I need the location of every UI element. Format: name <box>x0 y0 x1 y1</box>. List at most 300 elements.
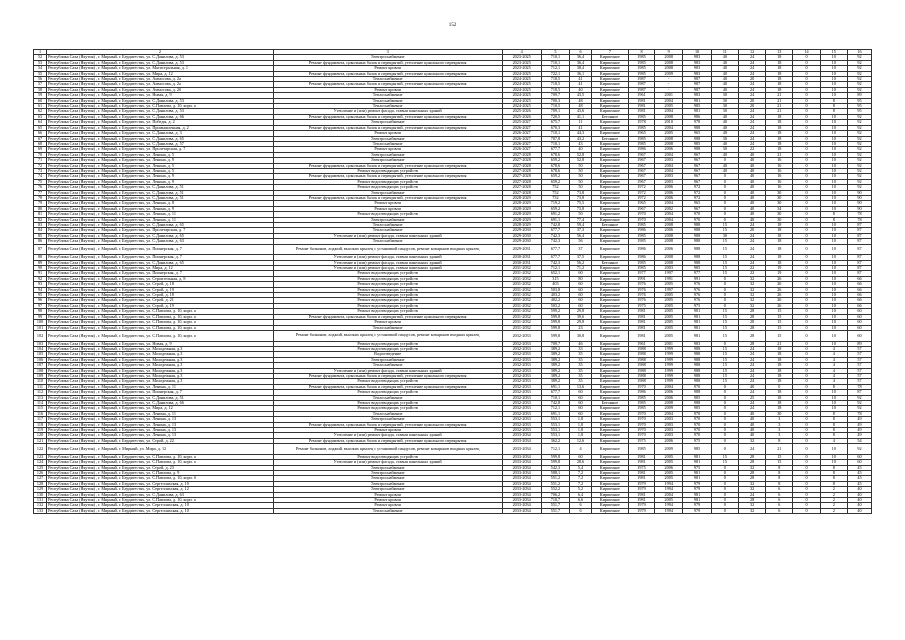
table-cell: 60 <box>847 330 871 341</box>
table-cell: 57 <box>847 368 871 373</box>
table-cell: 3 <box>766 428 793 433</box>
table-cell: 8 <box>820 476 847 481</box>
table-cell: 10 <box>820 244 847 255</box>
table-cell: 2032-2033 <box>502 379 541 384</box>
work-type-cell: Ремонт водоотводящих устройств <box>273 303 502 308</box>
table-cell: 1988 <box>628 346 654 351</box>
table-cell: 40 <box>847 498 871 503</box>
table-cell: 2029-2031 <box>502 244 541 255</box>
table-cell: 2005 <box>655 131 683 136</box>
table-cell: 0 <box>793 508 820 513</box>
table-cell: Кирпичное <box>591 282 628 287</box>
table-cell: 0 <box>793 454 820 459</box>
table-cell: 972 <box>683 185 711 190</box>
table-cell: 24 <box>738 60 765 65</box>
work-type-cell: Ремонт кровли <box>273 503 502 508</box>
table-cell: 24 <box>738 255 765 260</box>
table-cell: 33 <box>570 346 592 351</box>
table-cell: 22 <box>738 271 765 276</box>
table-cell: 2008 <box>655 260 683 265</box>
work-type-cell: Ремонт кровли <box>273 87 502 92</box>
table-cell: 8 <box>766 471 793 476</box>
header-cell: 6 <box>570 50 592 55</box>
table-cell: 2006 <box>655 228 683 233</box>
table-cell: 100 <box>34 320 47 325</box>
table-cell: 2009 <box>655 444 683 455</box>
table-cell: 2001 <box>655 341 683 346</box>
table-cell: 10 <box>820 190 847 195</box>
table-cell: 46 <box>570 341 592 346</box>
table-cell: 2028-2029 <box>502 223 541 228</box>
table-cell: 92 <box>847 55 871 60</box>
table-cell: 41 <box>570 82 592 87</box>
table-cell: 1961 <box>628 93 654 98</box>
work-type-cell: Электроснабжение <box>273 471 502 476</box>
table-cell: 1,8 <box>570 428 592 433</box>
table-cell: 28 <box>738 460 765 465</box>
table-cell: 10 <box>820 55 847 60</box>
table-cell: 50 <box>570 168 592 173</box>
table-cell: Кирпичное <box>591 239 628 244</box>
address-cell: Республика Саха (Якутия) , г. Мирный, г. Бердигестях, ул. Ленина, д. 9 <box>47 158 274 163</box>
table-cell: 2003 <box>655 422 683 427</box>
table-cell: 12,6 <box>570 438 592 443</box>
table-cell: 78 <box>847 384 871 389</box>
table-cell: 8 <box>820 212 847 217</box>
table-cell: 2006 <box>655 185 683 190</box>
table-cell: 1967 <box>628 206 654 211</box>
header-cell: 7 <box>591 50 628 55</box>
table-cell: 0 <box>793 60 820 65</box>
table-cell: 4 <box>820 363 847 368</box>
table-cell: 6,6 <box>570 498 592 503</box>
table-cell: 967 <box>683 174 711 179</box>
address-cell: Республика Саха (Якутия) , г. Мирный, г. Бердигестях, ул. С.Данилова, д. 65 <box>47 223 274 228</box>
table-cell: 0 <box>793 379 820 384</box>
table-cell: 652,1 <box>541 271 569 276</box>
table-cell: 32 <box>738 481 765 486</box>
table-cell: 551,7 <box>541 508 569 513</box>
table-cell: 970 <box>683 212 711 217</box>
table-cell: 2008 <box>655 141 683 146</box>
work-type-cell: Ремонт водоотводящих устройств <box>273 282 502 287</box>
table-cell: 975 <box>683 438 711 443</box>
table-cell: 87 <box>847 266 871 271</box>
table-cell: 2003 <box>655 174 683 179</box>
table-cell: 1986 <box>628 244 654 255</box>
address-cell: Республика Саха (Якутия) , г. Мирный, г. Бердигестях, ул. Молодежная, д.3 <box>47 346 274 351</box>
table-cell: 710,1 <box>541 141 569 146</box>
table-cell: 21 <box>766 109 793 114</box>
table-cell: 2029-2030 <box>502 228 541 233</box>
table-cell: 40 <box>711 82 738 87</box>
table-cell: 87 <box>847 228 871 233</box>
header-cell: 13 <box>766 50 793 55</box>
address-cell: Республика Саха (Якутия) , г. Мирный, г. Бердигестях, ул. Пролетарская, д. 7 <box>47 147 274 152</box>
table-cell: 675,7 <box>541 120 569 125</box>
table-cell: 1967 <box>628 174 654 179</box>
table-cell: 2027-2028 <box>502 179 541 184</box>
table-cell: 49 <box>847 422 871 427</box>
table-cell: 0 <box>711 201 738 206</box>
table-cell: 0 <box>793 492 820 497</box>
work-type-cell: Электроснабжение <box>273 217 502 222</box>
table-cell: 0 <box>793 109 820 114</box>
table-cell: 59,4 <box>570 223 592 228</box>
table-cell: 719,2 <box>541 201 569 206</box>
table-cell: 24 <box>738 233 765 238</box>
table-cell: 87 <box>847 239 871 244</box>
table-cell: Кирпичное <box>591 346 628 351</box>
table-cell: 2032-2033 <box>502 395 541 400</box>
table-cell: 2024-2025 <box>502 104 541 109</box>
table-cell: 0 <box>793 503 820 508</box>
table-cell: 2003 <box>655 433 683 438</box>
table-cell: 2024-2025 <box>502 93 541 98</box>
table-cell: 24 <box>738 82 765 87</box>
table-cell: 40 <box>711 131 738 136</box>
table-cell: 10 <box>820 454 847 459</box>
table-cell: 0 <box>793 55 820 60</box>
table-cell: 2031-2032 <box>502 282 541 287</box>
table-cell: 965 <box>683 131 711 136</box>
table-cell: 2031-2032 <box>502 309 541 314</box>
table-cell: 659,2 <box>541 206 569 211</box>
table-cell: 18 <box>766 373 793 378</box>
table-cell: 2027-2028 <box>502 158 541 163</box>
table-cell: 553,1 <box>541 422 569 427</box>
table-cell: 24 <box>738 373 765 378</box>
table-cell: 599,8 <box>541 460 569 465</box>
table-cell: 90 <box>34 266 47 271</box>
table-cell: 0 <box>793 266 820 271</box>
table-cell: 41 <box>570 125 592 130</box>
table-cell: 4 <box>570 444 592 455</box>
table-cell: 0 <box>766 384 793 389</box>
table-cell: 66 <box>847 287 871 292</box>
table-cell: 599,8 <box>541 454 569 459</box>
table-cell: 7,2 <box>570 471 592 476</box>
table-cell: 1970 <box>628 384 654 389</box>
table-cell: 66 <box>847 293 871 298</box>
table-cell: 21 <box>766 444 793 455</box>
table-cell: 15 <box>711 325 738 330</box>
table-cell: 0 <box>793 223 820 228</box>
table-cell: 1981 <box>628 314 654 319</box>
table-cell: 87 <box>847 244 871 255</box>
address-cell: Республика Саха (Якутия) , г. Мирный, г. Бердигестях, ул. С.Павлова, д. 10, корп. а <box>47 309 274 314</box>
table-cell: 2024-2025 <box>502 77 541 82</box>
address-cell: Республика Саха (Якутия) , г. Мирный, г. Бердигестях, ул. С.Данилова, д. 63 <box>47 239 274 244</box>
table-cell: 18 <box>766 406 793 411</box>
table-cell: 32 <box>738 503 765 508</box>
table-cell: 30 <box>766 212 793 217</box>
header-cell: 5 <box>541 50 569 55</box>
table-cell: 2030-2031 <box>502 260 541 265</box>
table-cell: 1985 <box>628 114 654 119</box>
table-cell: 1991 <box>655 276 683 281</box>
table-cell: 45 <box>847 465 871 470</box>
table-cell: 28 <box>738 471 765 476</box>
table-cell: 8 <box>820 411 847 416</box>
table-cell: 8 <box>766 476 793 481</box>
address-cell: Республика Саха (Якутия) , г. Мирный, г. Бердигестях, ул. Пионерская, д. 7 <box>47 255 274 260</box>
table-cell: 35 <box>570 373 592 378</box>
table-cell: 2026-2027 <box>502 141 541 146</box>
table-cell: Кирпичное <box>591 352 628 357</box>
table-cell: 30 <box>711 109 738 114</box>
table-cell: 2033-2034 <box>502 471 541 476</box>
table-cell: 10 <box>820 201 847 206</box>
table-cell: Кирпичное <box>591 276 628 281</box>
table-cell: 40 <box>738 158 765 163</box>
work-type-cell: Утепление и (или) ремонт фасада, ставни панельных зданий <box>273 233 502 238</box>
table-cell: 6 <box>766 487 793 492</box>
table-cell: 0 <box>711 341 738 346</box>
table-cell: 2004 <box>655 201 683 206</box>
table-cell: 985 <box>683 406 711 411</box>
table-cell: 40 <box>738 217 765 222</box>
table-cell: - <box>655 77 683 82</box>
table-cell: 2005 <box>655 498 683 503</box>
address-cell: Республика Саха (Якутия) , г. Мирный, г. Бердигестях, ул. С.Данилова, д. 63 <box>47 492 274 497</box>
address-cell: Республика Саха (Якутия) , г. Мирный, г. Бердигестях, ул. Ленина, д. 11 <box>47 217 274 222</box>
table-cell: 1,8 <box>570 417 592 422</box>
table-cell: 40 <box>711 163 738 168</box>
work-type-cell: Утепление и (или) ремонт фасада, ставни панельных зданий <box>273 255 502 260</box>
table-cell: 60 <box>847 454 871 459</box>
table-cell: 970 <box>683 217 711 222</box>
table-cell: 8 <box>766 438 793 443</box>
table-cell: 1970 <box>628 422 654 427</box>
table-cell: 40 <box>738 174 765 179</box>
table-cell: 1975 <box>628 438 654 443</box>
table-cell: 129 <box>34 487 47 492</box>
work-type-cell: Ремонт кровли <box>273 492 502 497</box>
address-cell: Республика Саха (Якутия) , г. Мирный, г. Бердигестях, ул. Ленина, д. 13 <box>47 428 274 433</box>
table-cell: 552,2 <box>541 487 569 492</box>
table-cell: 710,1 <box>541 55 569 60</box>
table-cell: 2033-2034 <box>502 460 541 465</box>
table-cell: 87 <box>847 260 871 265</box>
table-cell: 0 <box>793 114 820 119</box>
work-type-cell: Ремонт водоотводящих устройств <box>273 400 502 405</box>
address-cell: Республика Саха (Якутия) , г. Мирный, г. Бердигестях, ул. Ленина, д. 13 <box>47 422 274 427</box>
table-cell: 1981 <box>628 498 654 503</box>
table-cell: 30 <box>766 411 793 416</box>
address-cell: Республика Саха (Якутия) , г. Мирный, г. Бердигестях, ул. С.Данилова, д. 3 <box>47 131 274 136</box>
table-cell: 32 <box>738 465 765 470</box>
table-cell: 0 <box>793 136 820 141</box>
table-cell: 61 <box>34 104 47 109</box>
table-cell: Кирпичное <box>591 266 628 271</box>
table-cell: 35 <box>570 379 592 384</box>
table-cell: 1985 <box>628 71 654 76</box>
address-cell: Республика Саха (Якутия) , г. Мирный, г. Бердигестях, ул. С.Данилова, д. 65 <box>47 136 274 141</box>
table-cell: 1979 <box>628 481 654 486</box>
work-type-cell: Ремонт кровли <box>273 428 502 433</box>
table-cell: 2032-2033 <box>502 406 541 411</box>
table-cell: 103 <box>34 341 47 346</box>
table-cell: 2003 <box>655 428 683 433</box>
table-cell: 10 <box>820 82 847 87</box>
table-cell: 1979 <box>628 503 654 508</box>
table-cell: 983 <box>683 93 711 98</box>
table-cell: 0 <box>711 444 738 455</box>
table-cell: 40 <box>711 120 738 125</box>
table-cell: 677,7 <box>541 228 569 233</box>
table-cell: 2008 <box>655 60 683 65</box>
table-cell: 30 <box>766 195 793 200</box>
header-cell: 10 <box>683 50 711 55</box>
work-type-cell: Утепление и (или) ремонт фасада, ставни панельных зданий <box>273 433 502 438</box>
table-cell: 1985 <box>628 239 654 244</box>
table-cell: 60 <box>570 298 592 303</box>
table-cell: 2003 <box>655 266 683 271</box>
table-cell: 45 <box>847 481 871 486</box>
work-type-cell: Ремонт водоотводящих устройств <box>273 276 502 281</box>
table-cell: 981 <box>683 320 711 325</box>
table-cell: 119 <box>34 428 47 433</box>
table-cell: 2030-2031 <box>502 255 541 260</box>
address-cell: Республика Саха (Якутия) , г. Мирный, г. Бердигестях, ул. Строй, д. 19 <box>47 287 274 292</box>
table-cell: 18 <box>766 223 793 228</box>
table-cell: 130 <box>34 492 47 497</box>
table-cell: - <box>655 87 683 92</box>
work-type-cell: Ремонт водоотводящих устройств <box>273 179 502 184</box>
table-cell: 0 <box>793 411 820 416</box>
table-cell: 1970 <box>628 433 654 438</box>
table-cell: 551,2 <box>541 481 569 486</box>
work-type-cell: Ремонт водоотводящих устройств <box>273 293 502 298</box>
table-cell: 30 <box>711 136 738 141</box>
table-cell: Кирпичное <box>591 298 628 303</box>
table-cell: Кирпичное <box>591 357 628 362</box>
table-cell: 718,5 <box>541 82 569 87</box>
table-cell: 92 <box>847 120 871 125</box>
table-cell: 43 <box>570 141 592 146</box>
table-cell: 4 <box>820 346 847 351</box>
table-cell: 87 <box>847 271 871 276</box>
work-type-cell: Теплоснабжение <box>273 239 502 244</box>
table-cell: Кирпичное <box>591 330 628 341</box>
table-cell: Кирпичное <box>591 212 628 217</box>
table-cell: 72 <box>34 163 47 168</box>
table-cell: 21 <box>766 93 793 98</box>
table-cell: 1999 <box>655 357 683 362</box>
table-cell: 24 <box>738 66 765 71</box>
table-cell: 976 <box>683 293 711 298</box>
address-cell: Республика Саха (Якутия) , г. Мирный, г. Бердигестях, ул. С.Павлова, д. 10, корп. а <box>47 460 274 465</box>
address-cell: Республика Саха (Якутия) , г. Мирный, г. Бердигестях, ул. Пионерская, д. 7 <box>47 390 274 395</box>
table-cell: 2006 <box>655 244 683 255</box>
table-cell: 88 <box>34 255 47 260</box>
table-cell: 2006 <box>655 190 683 195</box>
table-cell: Кирпичное <box>591 93 628 98</box>
table-cell: 2008 <box>655 136 683 141</box>
table-cell: 0 <box>793 190 820 195</box>
table-cell: 24 <box>738 125 765 130</box>
work-type-cell: Электроснабжение <box>273 136 502 141</box>
table-cell: 10 <box>820 93 847 98</box>
table-cell: 0 <box>793 131 820 136</box>
table-cell: 2031-2032 <box>502 303 541 308</box>
address-cell: Республика Саха (Якутия) , г. Мирный, г. Бердигестях, ул. С.Данилова, д. 57 <box>47 141 274 146</box>
table-cell: 18 <box>766 120 793 125</box>
table-cell: 10 <box>820 460 847 465</box>
table-cell: 18 <box>766 400 793 405</box>
table-cell: 24 <box>738 390 765 395</box>
table-cell: 2004 <box>655 98 683 103</box>
table-cell: 2029-2030 <box>502 233 541 238</box>
table-cell: 68 <box>34 141 47 146</box>
table-cell: 712,1 <box>541 266 569 271</box>
work-type-cell: Ремонт водоотводящих устройств <box>273 341 502 346</box>
table-cell: 52 <box>34 55 47 60</box>
table-cell: 3 <box>766 417 793 422</box>
table-cell: 32 <box>738 293 765 298</box>
table-cell: 56 <box>34 77 47 82</box>
table-cell: Кирпичное <box>591 438 628 443</box>
work-type-cell: Ремонт водоотводящих устройств <box>273 309 502 314</box>
table-cell: 1975 <box>628 465 654 470</box>
table-cell: 720,5 <box>541 114 569 119</box>
table-cell: 43,2 <box>570 136 592 141</box>
table-cell: 709,1 <box>541 109 569 114</box>
table-cell: 2031-2032 <box>502 266 541 271</box>
table-cell: 11 <box>570 120 592 125</box>
table-cell: 15 <box>711 314 738 319</box>
table-cell: 2008 <box>655 114 683 119</box>
table-cell: 985 <box>683 141 711 146</box>
work-type-cell: Ремонт балконов, лоджий, высоких крылец с установкой пандусов, ремонт козырьков входных крылец <box>273 244 502 255</box>
table-cell: Кирпичное <box>591 104 628 109</box>
table-cell: 30 <box>711 104 738 109</box>
table-cell: 40 <box>738 433 765 438</box>
address-cell: Республика Саха (Якутия) , г. Мирный, г. Бердигестях, ул. С.Данилова, д. 51 <box>47 195 274 200</box>
address-cell: Республика Саха (Якутия) , г. Мирный, г. Бердигестях, ул. С.Павлова, д. 9 <box>47 471 274 476</box>
table-cell: 0 <box>793 400 820 405</box>
table-cell: 1985 <box>628 400 654 405</box>
table-cell: 26 <box>766 293 793 298</box>
table-cell: 977 <box>683 271 711 276</box>
table-cell: 1981 <box>628 309 654 314</box>
table-cell: 2031-2032 <box>502 276 541 281</box>
table-cell: 90 <box>847 201 871 206</box>
table-cell: 4 <box>820 368 847 373</box>
table-cell: 4 <box>820 373 847 378</box>
table-cell: 39,6 <box>570 314 592 319</box>
table-cell: 40 <box>570 147 592 152</box>
table-cell: Кирпичное <box>591 66 628 71</box>
table-cell: 599,8 <box>541 330 569 341</box>
table-cell: 118 <box>34 422 47 427</box>
table-cell: 0 <box>793 303 820 308</box>
address-cell: Республика Саха (Якутия) , г. Мирный, г. Бердигестях, ул. Ленина, д. 9 <box>47 174 274 179</box>
table-cell: 2010 <box>655 120 683 125</box>
table-cell: 2009 <box>655 71 683 76</box>
table-cell: 40 <box>738 428 765 433</box>
table-cell: 24 <box>738 400 765 405</box>
table-cell: 710,1 <box>541 60 569 65</box>
address-cell: Республика Саха (Якутия) , г. Мирный, г. Бердигестях, ул. Ленина, д. 13 <box>47 417 274 422</box>
table-cell: 40 <box>738 206 765 211</box>
work-type-cell: Ремонт кровли <box>273 66 502 71</box>
table-cell: 0 <box>793 152 820 157</box>
table-cell: 57 <box>847 373 871 378</box>
table-cell: 981 <box>683 98 711 103</box>
table-cell: 92 <box>847 406 871 411</box>
